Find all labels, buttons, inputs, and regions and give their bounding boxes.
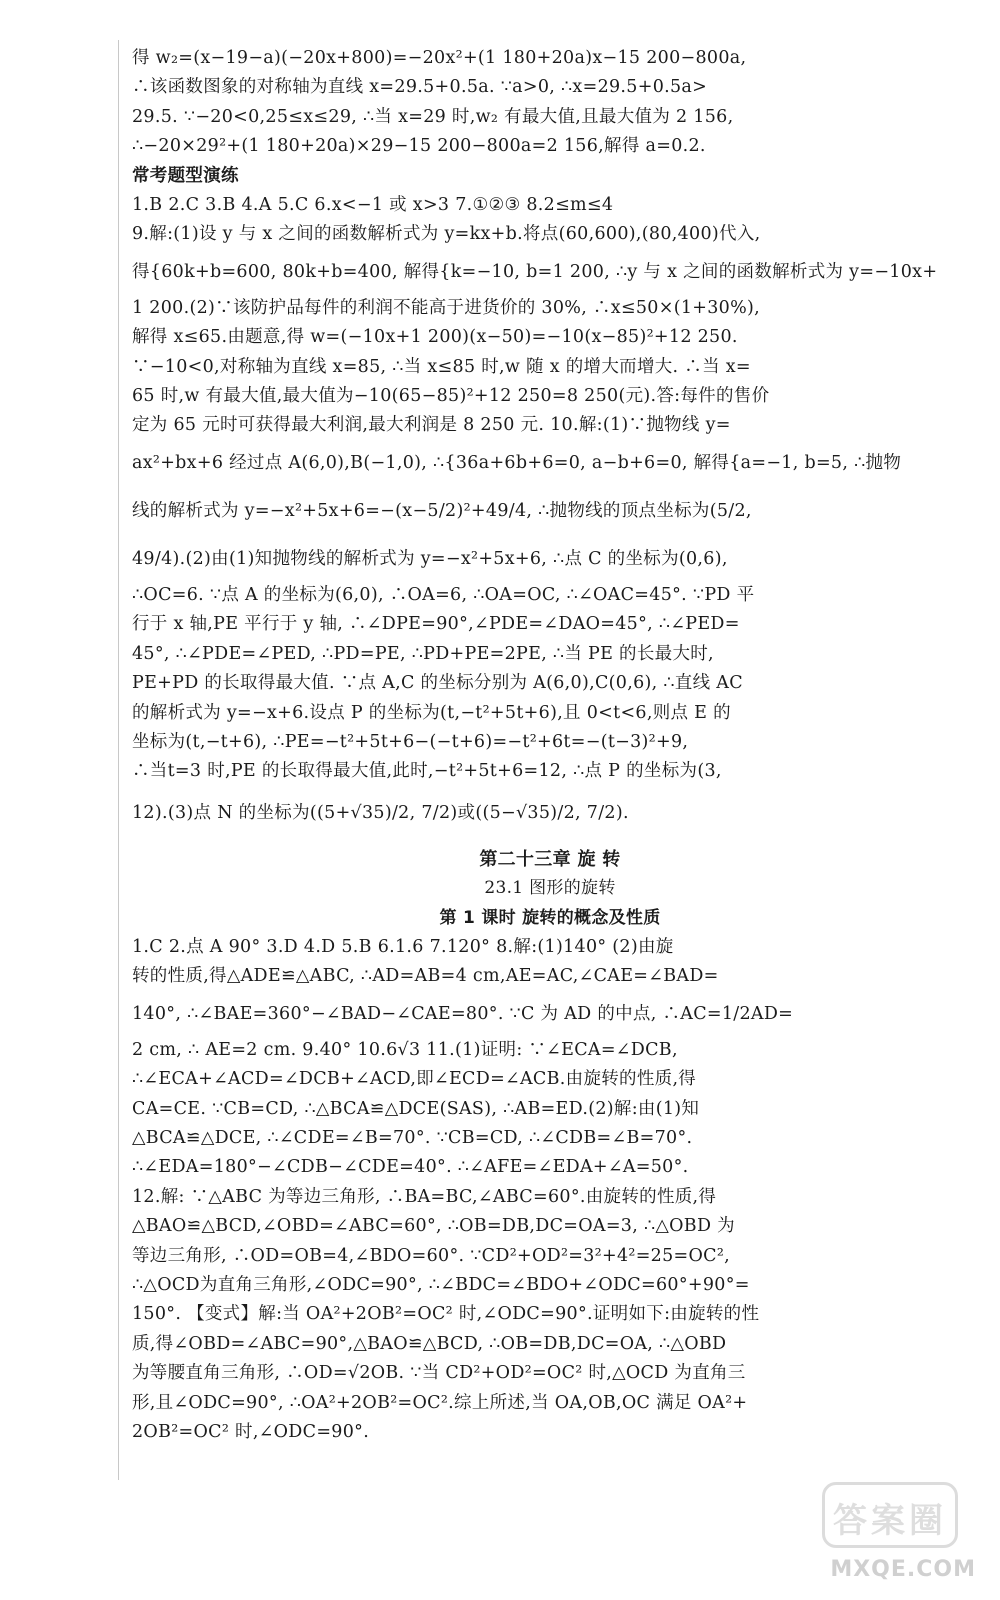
margin-rule: [118, 40, 119, 1480]
text-line: ∴−20×29²+(1 180+20a)×29−15 200−800a=2 156,解得 a=0.2.: [132, 136, 706, 157]
text-line: 1.B 2.C 3.B 4.A 5.C 6.x<−1 或 x>3 7.①②③ 8.2≤m≤4: [132, 195, 614, 216]
text-line: 65 时,w 有最大值,最大值为−10(65−85)²+12 250=8 250(元).答:每件的售价: [132, 386, 770, 407]
text-line: PE+PD 的长取得最大值. ∵点 A,C 的坐标分别为 A(6,0),C(0,6), ∴直线 AC: [132, 673, 743, 694]
text-line: 形,且∠ODC=90°, ∴OA²+2OB²=OC².综上所述,当 OA,OB,OC 满足 OA²+: [132, 1392, 748, 1413]
text-line: 质,得∠OBD=∠ABC=90°,△BAO≌△BCD, ∴OB=DB,DC=OA, ∴△OBD: [132, 1333, 727, 1354]
text-line: 坐标为(t,−t+6), ∴PE=−t²+5t+6−(−t+6)=−t²+6t=−(t−3)²+9,: [132, 731, 689, 752]
text-line: ax²+bx+6 经过点 A(6,0),B(−1,0), ∴{36a+6b+6=0, a−b+6=0, 解得{a=−1, b=5, ∴抛物: [132, 452, 902, 473]
text-line: 150°. 【变式】解:当 OA²+2OB²=OC² 时,∠ODC=90°.证明如下:由旋转的性: [132, 1304, 760, 1325]
text-line: ∵−10<0,对称轴为直线 x=85, ∴当 x≤85 时,w 随 x 的增大而增大. ∴当 x=: [132, 356, 751, 377]
text-line: 等边三角形, ∴OD=OB=4,∠BDO=60°. ∵CD²+OD²=3²+4²=25=OC²,: [132, 1245, 730, 1266]
watermark-logo-text: 答案圈: [833, 1501, 947, 1541]
chapter-title: 第二十三章 旋 转: [479, 848, 621, 870]
text-line: △BCA≌△DCE, ∴∠CDE=∠B=70°. ∵CB=CD, ∴∠CDB=∠B=70°.: [132, 1127, 693, 1148]
text-line: ∴OC=6. ∵点 A 的坐标为(6,0), ∴OA=6, ∴OA=OC, ∴∠OAC=45°. ∵PD 平: [132, 584, 755, 605]
section-title: 23.1 图形的旋转: [484, 878, 616, 899]
text-line: 得 w₂=(x−19−a)(−20x+800)=−20x²+(1 180+20a)x−15 200−800a,: [132, 48, 747, 68]
watermark: [816, 1482, 976, 1582]
text-line: 45°, ∴∠PDE=∠PED, ∴PD=PE, ∴PD+PE=2PE, ∴当 PE 的长最大时,: [132, 643, 714, 664]
text-line: ∴∠EDA=180°−∠CDB−∠CDE=40°. ∴∠AFE=∠EDA+∠A=50°.: [132, 1157, 689, 1178]
text-line: 9.解:(1)设 y 与 x 之间的函数解析式为 y=kx+b.将点(60,600),(80,400)代入,: [132, 224, 761, 245]
text-line: ∴该函数图象的对称轴为直线 x=29.5+0.5a. ∵a>0, ∴x=29.5+0.5a>: [132, 77, 708, 98]
text-line: ∴△OCD为直角三角形,∠ODC=90°, ∴∠BDC=∠BDO+∠ODC=60°+90°=: [132, 1275, 750, 1295]
text-line: 解得 x≤65.由题意,得 w=(−10x+1 200)(x−50)=−10(x−85)²+12 250.: [132, 327, 738, 348]
text-line: 的解析式为 y=−x+6.设点 P 的坐标为(t,−t²+5t+6),且 0<t<6,则点 E 的: [132, 702, 731, 723]
text-line: 12).(3)点 N 的坐标为((5+√35)/2, 7/2)或((5−√35)/2, 7/2).: [132, 802, 629, 823]
text-line: △BAO≌△BCD,∠OBD=∠ABC=60°, ∴OB=DB,DC=OA=3, ∴△OBD 为: [132, 1216, 735, 1237]
text-line: 29.5. ∵−20<0,25≤x≤29, ∴当 x=29 时,w₂ 有最大值,且最大值为 2 156,: [132, 106, 734, 127]
watermark-url: MXQE.COM: [830, 1557, 976, 1582]
text-line: ∴当t=3 时,PE 的长取得最大值,此时,−t²+5t+6=12, ∴点 P 的坐标为(3,: [132, 761, 722, 782]
text-line: ∴∠ECA+∠ACD=∠DCB+∠ACD,即∠ECD=∠ACB.由旋转的性质,得: [132, 1069, 697, 1090]
lesson-title: 第 1 课时 旋转的概念及性质: [439, 907, 661, 928]
text-line: 线的解析式为 y=−x²+5x+6=−(x−5/2)²+49/4, ∴抛物线的顶点坐标为(5/2,: [132, 500, 752, 521]
text-line: 行于 x 轴,PE 平行于 y 轴, ∴∠DPE=90°,∠PDE=∠DAO=45°, ∴∠PED=: [132, 614, 740, 635]
text-line: 为等腰直角三角形, ∴OD=√2OB. ∵当 CD²+OD²=OC² 时,△OCD 为直角三: [132, 1363, 746, 1384]
text-line: 1.C 2.点 A 90° 3.D 4.D 5.B 6.1.6 7.120° 8.解:(1)140° (2)由旋: [132, 936, 674, 957]
text-line: CA=CE. ∵CB=CD, ∴△BCA≌△DCE(SAS), ∴AB=ED.(2)解:由(1)知: [132, 1098, 700, 1119]
text-line: 2OB²=OC² 时,∠ODC=90°.: [132, 1422, 370, 1443]
text-line: 12.解: ∵△ABC 为等边三角形, ∴BA=BC,∠ABC=60°.由旋转的性质,得: [132, 1186, 717, 1207]
text-line: 转的性质,得△ADE≌△ABC, ∴AD=AB=4 cm,AE=AC,∠CAE=∠BAD=: [132, 966, 719, 987]
section-heading: 常考题型演练: [132, 165, 239, 186]
text-line: 49/4).(2)由(1)知抛物线的解析式为 y=−x²+5x+6, ∴点 C 的坐标为(0,6),: [132, 548, 728, 569]
watermark-logo: [822, 1482, 958, 1548]
text-line: 2 cm, ∴ AE=2 cm. 9.40° 10.6√3 11.(1)证明: ∵∠ECA=∠DCB,: [132, 1039, 678, 1060]
answer-text: [132, 44, 968, 1447]
text-line: 定为 65 元时可获得最大利润,最大利润是 8 250 元. 10.解:(1)∵抛物线 y=: [132, 415, 731, 436]
text-line: 得{60k+b=600, 80k+b=400, 解得{k=−10, b=1 200, ∴y 与 x 之间的函数解析式为 y=−10x+: [132, 261, 938, 282]
text-line: 1 200.(2)∵该防护品每件的利润不能高于进货价的 30%, ∴x≤50×(1+30%),: [132, 297, 761, 318]
text-line: 140°, ∴∠BAE=360°−∠BAD−∠CAE=80°. ∵C 为 AD 的中点, ∴AC=1/2AD=: [132, 1003, 794, 1024]
